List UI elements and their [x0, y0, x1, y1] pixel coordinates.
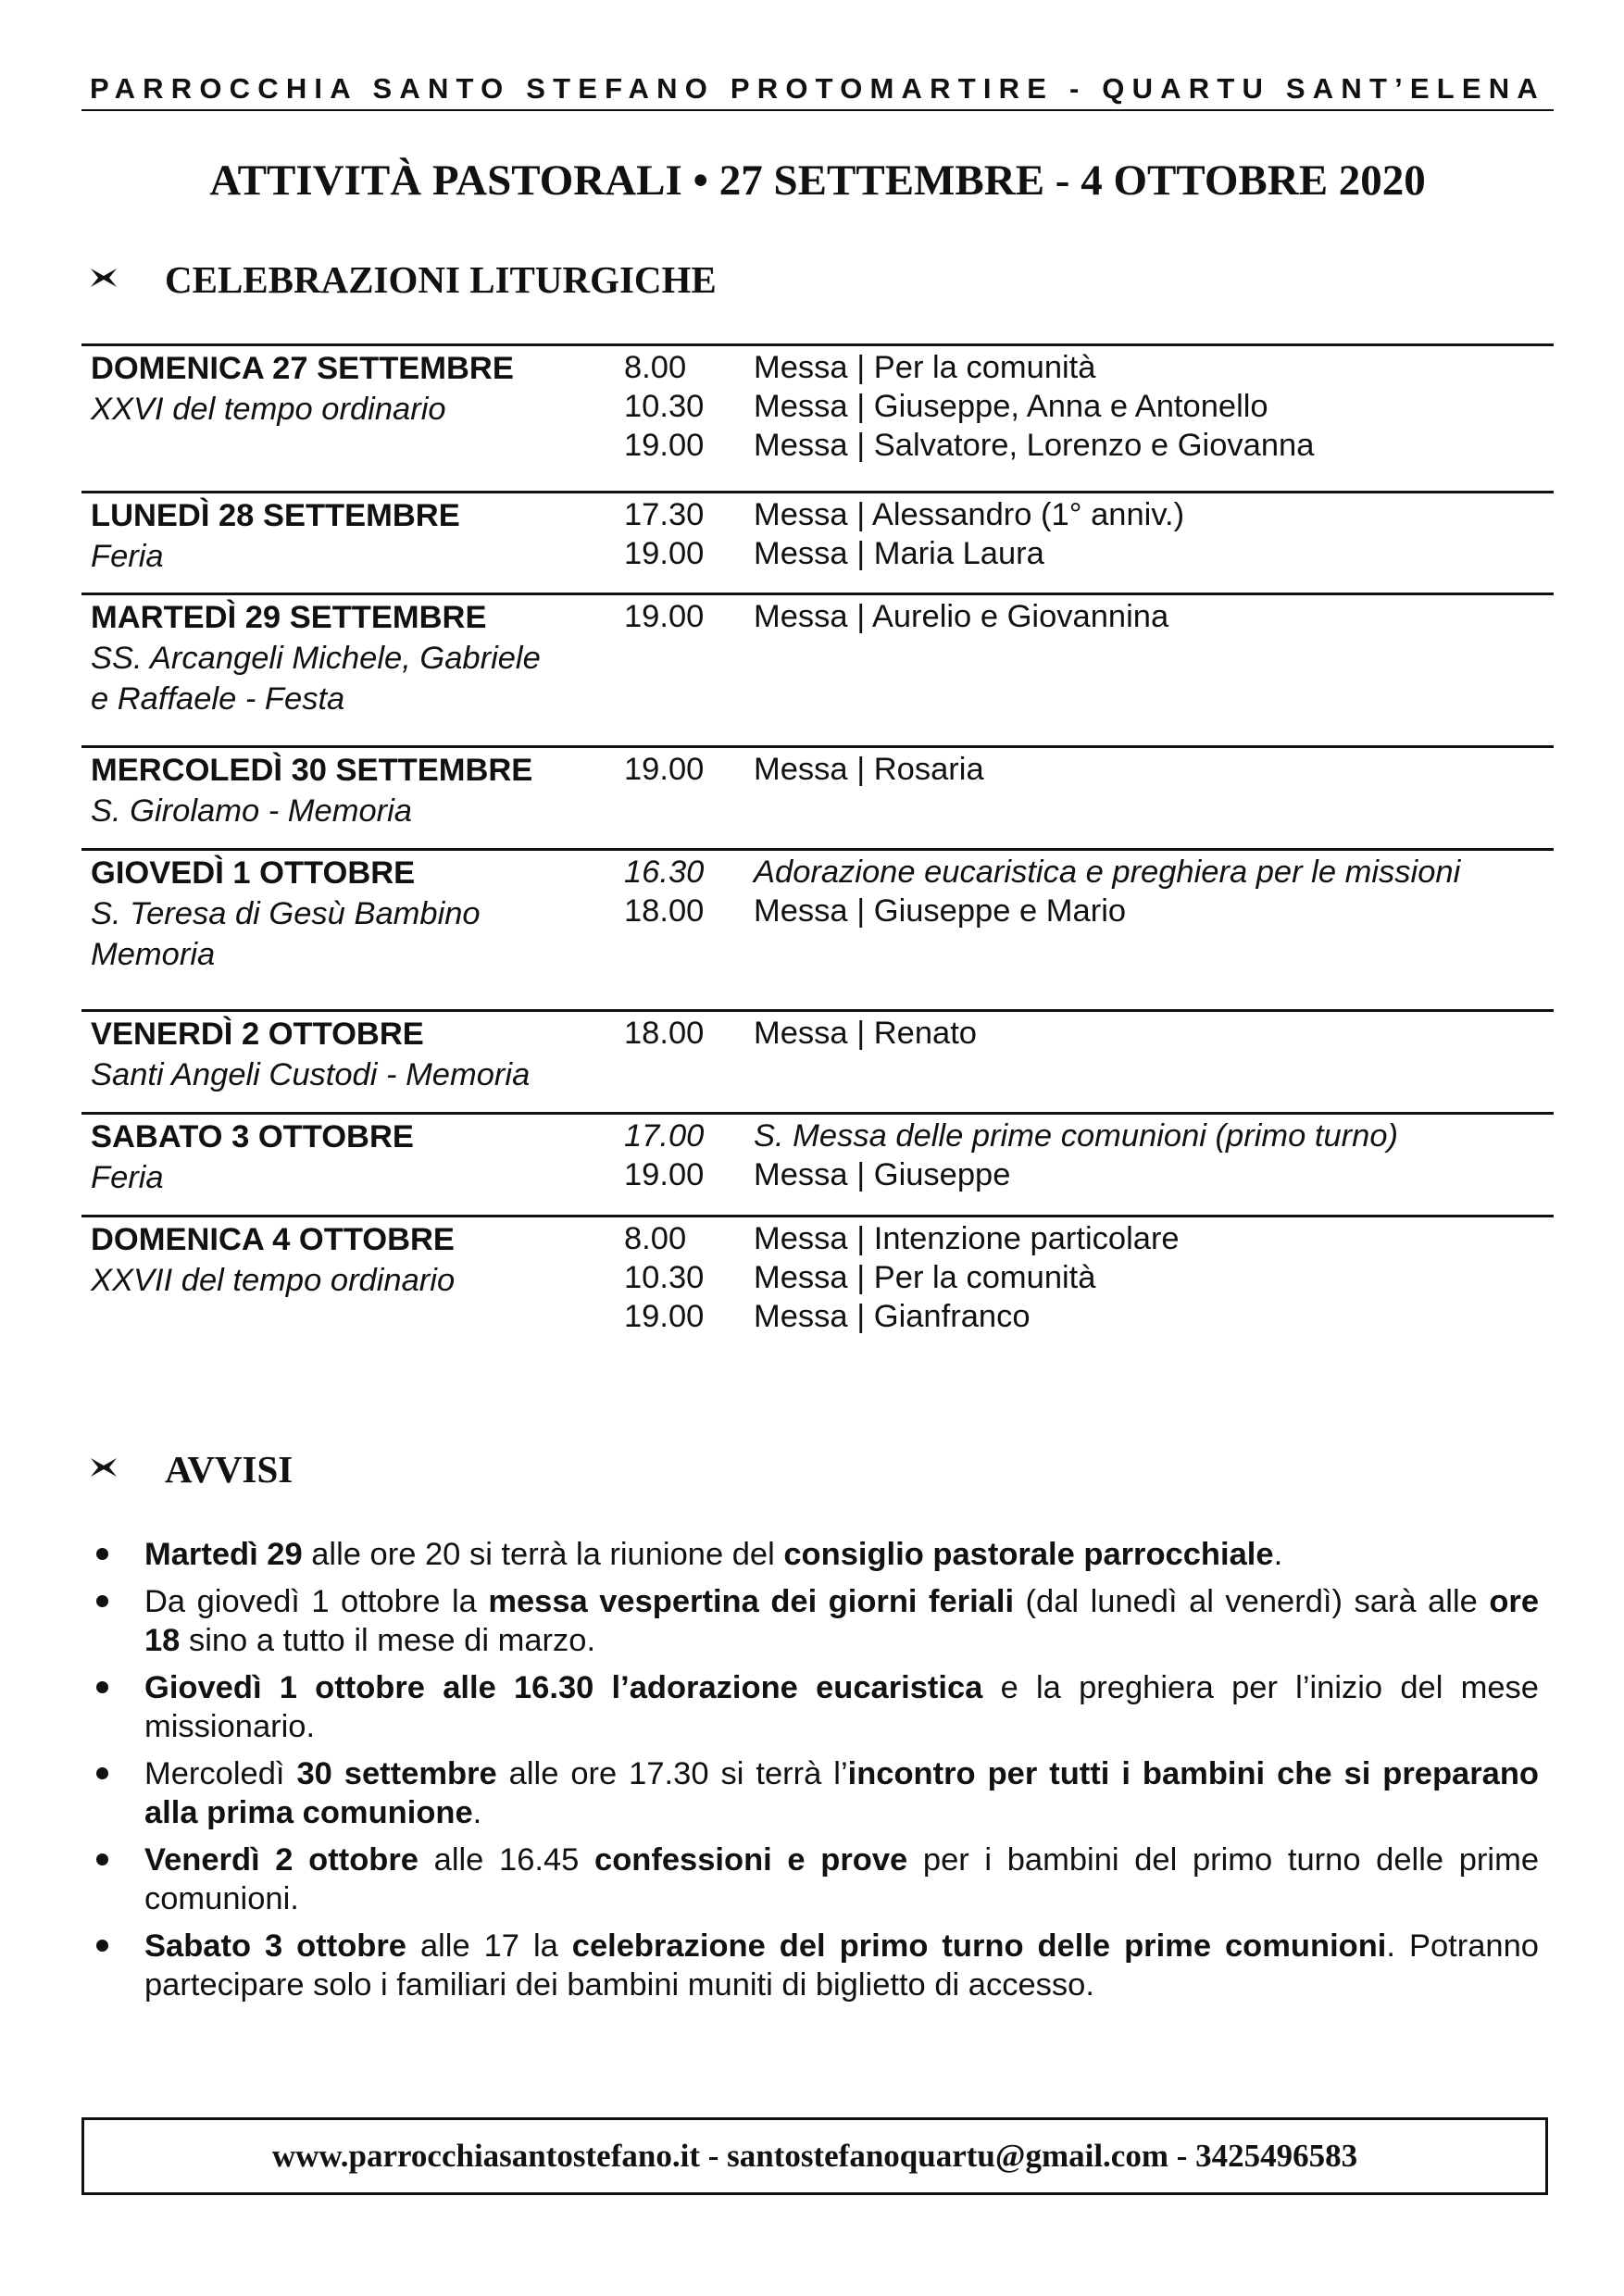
event-time: 10.30	[624, 389, 705, 424]
notice-item	[93, 1754, 1539, 1832]
event-text: Messa | Gianfranco	[754, 1299, 1031, 1334]
notices-list	[93, 1535, 1539, 2013]
day-block	[81, 848, 1554, 1009]
event-text: Messa | Alessandro (1° anniv.)	[754, 497, 1185, 532]
day-name: DOMENICA 27 SETTEMBRE	[91, 351, 514, 386]
notice-text: alle 16.45	[418, 1842, 595, 1878]
notice-emphasis: confessioni e prove	[594, 1842, 908, 1878]
day-events	[624, 597, 1550, 636]
day-info	[91, 495, 609, 577]
footer-contacts: www.parrocchiasantostefano.it - santostefanoquartu@gmail.com - 3425496583	[81, 2117, 1548, 2195]
notice-item	[93, 1841, 1539, 1918]
event-text: Messa | Rosaria	[754, 752, 984, 787]
event-row	[624, 1014, 1550, 1053]
day-block	[81, 593, 1554, 745]
bullet-icon	[96, 1940, 108, 1952]
event-row	[624, 426, 1550, 465]
day-events	[624, 853, 1550, 930]
notice-emphasis: Martedì 29	[144, 1537, 303, 1572]
event-time: 19.00	[624, 752, 705, 787]
day-info	[91, 597, 609, 719]
notice-text: alle 17 la	[406, 1928, 572, 1964]
event-text: Messa | Aurelio e Giovannina	[754, 599, 1169, 634]
event-row	[624, 1219, 1550, 1258]
notice-emphasis: incontro per tutti i bambini che si preparano alla prima comunione	[144, 1756, 1539, 1830]
notice-text: Da giovedì 1 ottobre la	[144, 1584, 489, 1619]
day-block	[81, 1215, 1554, 1349]
section-title: AVVISI	[165, 1448, 294, 1491]
event-row	[624, 495, 1550, 534]
bullet-icon	[96, 1595, 108, 1607]
notice-item	[93, 1927, 1539, 2004]
event-time: 10.30	[624, 1260, 705, 1295]
day-feast: e Raffaele - Festa	[91, 681, 345, 717]
day-name: MARTEDÌ 29 SETTEMBRE	[91, 600, 487, 635]
event-row	[624, 1258, 1550, 1297]
event-row	[624, 853, 1550, 892]
day-block	[81, 343, 1554, 491]
day-info	[91, 750, 609, 831]
event-time: 18.00	[624, 1016, 705, 1051]
notice-emphasis: Sabato 3 ottobre	[144, 1928, 406, 1964]
bullet-icon	[96, 1548, 108, 1560]
event-text: S. Messa delle prime comunioni (primo turno)	[754, 1118, 1399, 1154]
day-feast: Memoria	[91, 937, 216, 972]
event-text: Adorazione eucaristica e preghiera per le missioni	[754, 855, 1461, 890]
day-events	[624, 1014, 1550, 1053]
event-time: 19.00	[624, 1299, 705, 1334]
day-feast: Feria	[91, 539, 164, 574]
event-text: Messa | Renato	[754, 1016, 977, 1051]
day-block	[81, 1112, 1554, 1215]
event-row	[624, 348, 1550, 387]
event-row	[624, 1117, 1550, 1155]
notice-text: Mercoledì	[144, 1756, 297, 1791]
event-time: 18.00	[624, 893, 705, 929]
event-text: Messa | Per la comunità	[754, 1260, 1096, 1295]
day-info	[91, 348, 609, 430]
day-events	[624, 348, 1550, 465]
event-time: 8.00	[624, 350, 687, 385]
day-block	[81, 491, 1554, 593]
event-row	[624, 597, 1550, 636]
notice-emphasis: consiglio pastorale parrocchiale	[783, 1537, 1274, 1572]
notice-text: .	[1273, 1537, 1283, 1572]
notice-text: alle ore 20 si terrà la riunione del	[302, 1537, 784, 1572]
page-title: ATTIVITÀ PASTORALI • 27 SETTEMBRE - 4 OTTOBRE 2020	[209, 156, 1426, 205]
event-row	[624, 534, 1550, 573]
notice-emphasis: 30 settembre	[296, 1756, 497, 1791]
event-text: Messa | Intenzione particolare	[754, 1221, 1180, 1256]
event-time: 19.00	[624, 599, 705, 634]
notice-text: .	[472, 1795, 482, 1830]
event-text: Messa | Per la comunità	[754, 350, 1096, 385]
event-row	[624, 750, 1550, 789]
event-time: 16.30	[624, 855, 705, 890]
cross-ornament-icon	[91, 1458, 117, 1477]
notice-text: alle ore 17.30 si terrà l’	[496, 1756, 848, 1791]
day-name: DOMENICA 4 OTTOBRE	[91, 1222, 455, 1257]
cross-ornament-icon	[91, 268, 117, 287]
section-heading-liturgy	[91, 257, 717, 302]
day-feast: Santi Angeli Custodi - Memoria	[91, 1057, 531, 1092]
day-feast: S. Teresa di Gesù Bambino	[91, 896, 481, 931]
day-feast: XXVII del tempo ordinario	[91, 1263, 456, 1298]
notice-text: e la preghiera per l’inizio del mese missionario.	[144, 1670, 1539, 1744]
section-heading-avvisi	[91, 1447, 293, 1491]
bullet-icon	[96, 1853, 108, 1866]
notice-emphasis: celebrazione del primo turno delle prime comunioni	[571, 1928, 1387, 1964]
notice-text: per i bambini del primo turno delle prime comunioni.	[144, 1842, 1540, 1916]
day-block	[81, 1009, 1554, 1112]
day-name: VENERDÌ 2 OTTOBRE	[91, 1017, 424, 1052]
day-events	[624, 750, 1550, 789]
day-feast: SS. Arcangeli Michele, Gabriele	[91, 641, 541, 676]
notice-text: . Potranno partecipare solo i familiari dei bambini muniti di biglietto di accesso.	[144, 1928, 1539, 2003]
event-text: Messa | Salvatore, Lorenzo e Giovanna	[754, 428, 1315, 463]
event-text: Messa | Maria Laura	[754, 536, 1044, 571]
event-row	[624, 1155, 1550, 1194]
notice-emphasis: ore 18	[144, 1584, 1540, 1658]
day-feast: XXVI del tempo ordinario	[91, 392, 446, 427]
notice-item	[93, 1535, 1539, 1574]
day-info	[91, 1219, 609, 1301]
day-info	[91, 853, 609, 975]
notice-emphasis: messa vespertina dei giorni feriali	[488, 1584, 1015, 1619]
event-time: 19.00	[624, 1157, 705, 1192]
notice-item	[93, 1582, 1539, 1660]
day-events	[624, 1117, 1550, 1194]
day-name: LUNEDÌ 28 SETTEMBRE	[91, 498, 460, 533]
section-title: CELEBRAZIONI LITURGICHE	[165, 258, 717, 301]
day-name: SABATO 3 OTTOBRE	[91, 1119, 414, 1154]
event-row	[624, 1297, 1550, 1336]
event-time: 17.30	[624, 497, 705, 532]
event-text: Messa | Giuseppe	[754, 1157, 1011, 1192]
bullet-icon	[96, 1681, 108, 1693]
event-text: Messa | Giuseppe, Anna e Antonello	[754, 389, 1268, 424]
bullet-icon	[96, 1767, 108, 1779]
day-info	[91, 1014, 609, 1095]
event-text: Messa | Giuseppe e Mario	[754, 893, 1127, 929]
event-time: 17.00	[624, 1118, 705, 1154]
notice-text: sino a tutto il mese di marzo.	[180, 1623, 596, 1658]
header-divider	[81, 109, 1554, 111]
day-feast: Feria	[91, 1160, 164, 1195]
day-name: MERCOLEDÌ 30 SETTEMBRE	[91, 753, 533, 788]
liturgy-schedule	[81, 343, 1554, 1349]
day-block	[81, 745, 1554, 848]
event-time: 19.00	[624, 428, 705, 463]
notice-emphasis: Venerdì 2 ottobre	[144, 1842, 418, 1878]
day-events	[624, 1219, 1550, 1336]
event-time: 19.00	[624, 536, 705, 571]
notice-item	[93, 1668, 1539, 1746]
notice-text: (dal lunedì al venerdì) sarà alle	[1014, 1584, 1490, 1619]
day-name: GIOVEDÌ 1 OTTOBRE	[91, 855, 416, 891]
day-events	[624, 495, 1550, 573]
event-row	[624, 387, 1550, 426]
event-time: 8.00	[624, 1221, 687, 1256]
day-feast: S. Girolamo - Memoria	[91, 793, 412, 829]
notice-emphasis: Giovedì 1 ottobre alle 16.30 l’adorazione eucaristica	[144, 1670, 983, 1705]
parish-header: PARROCCHIA SANTO STEFANO PROTOMARTIRE - QUARTU SANT’ELENA	[90, 72, 1545, 105]
day-info	[91, 1117, 609, 1198]
event-row	[624, 892, 1550, 930]
